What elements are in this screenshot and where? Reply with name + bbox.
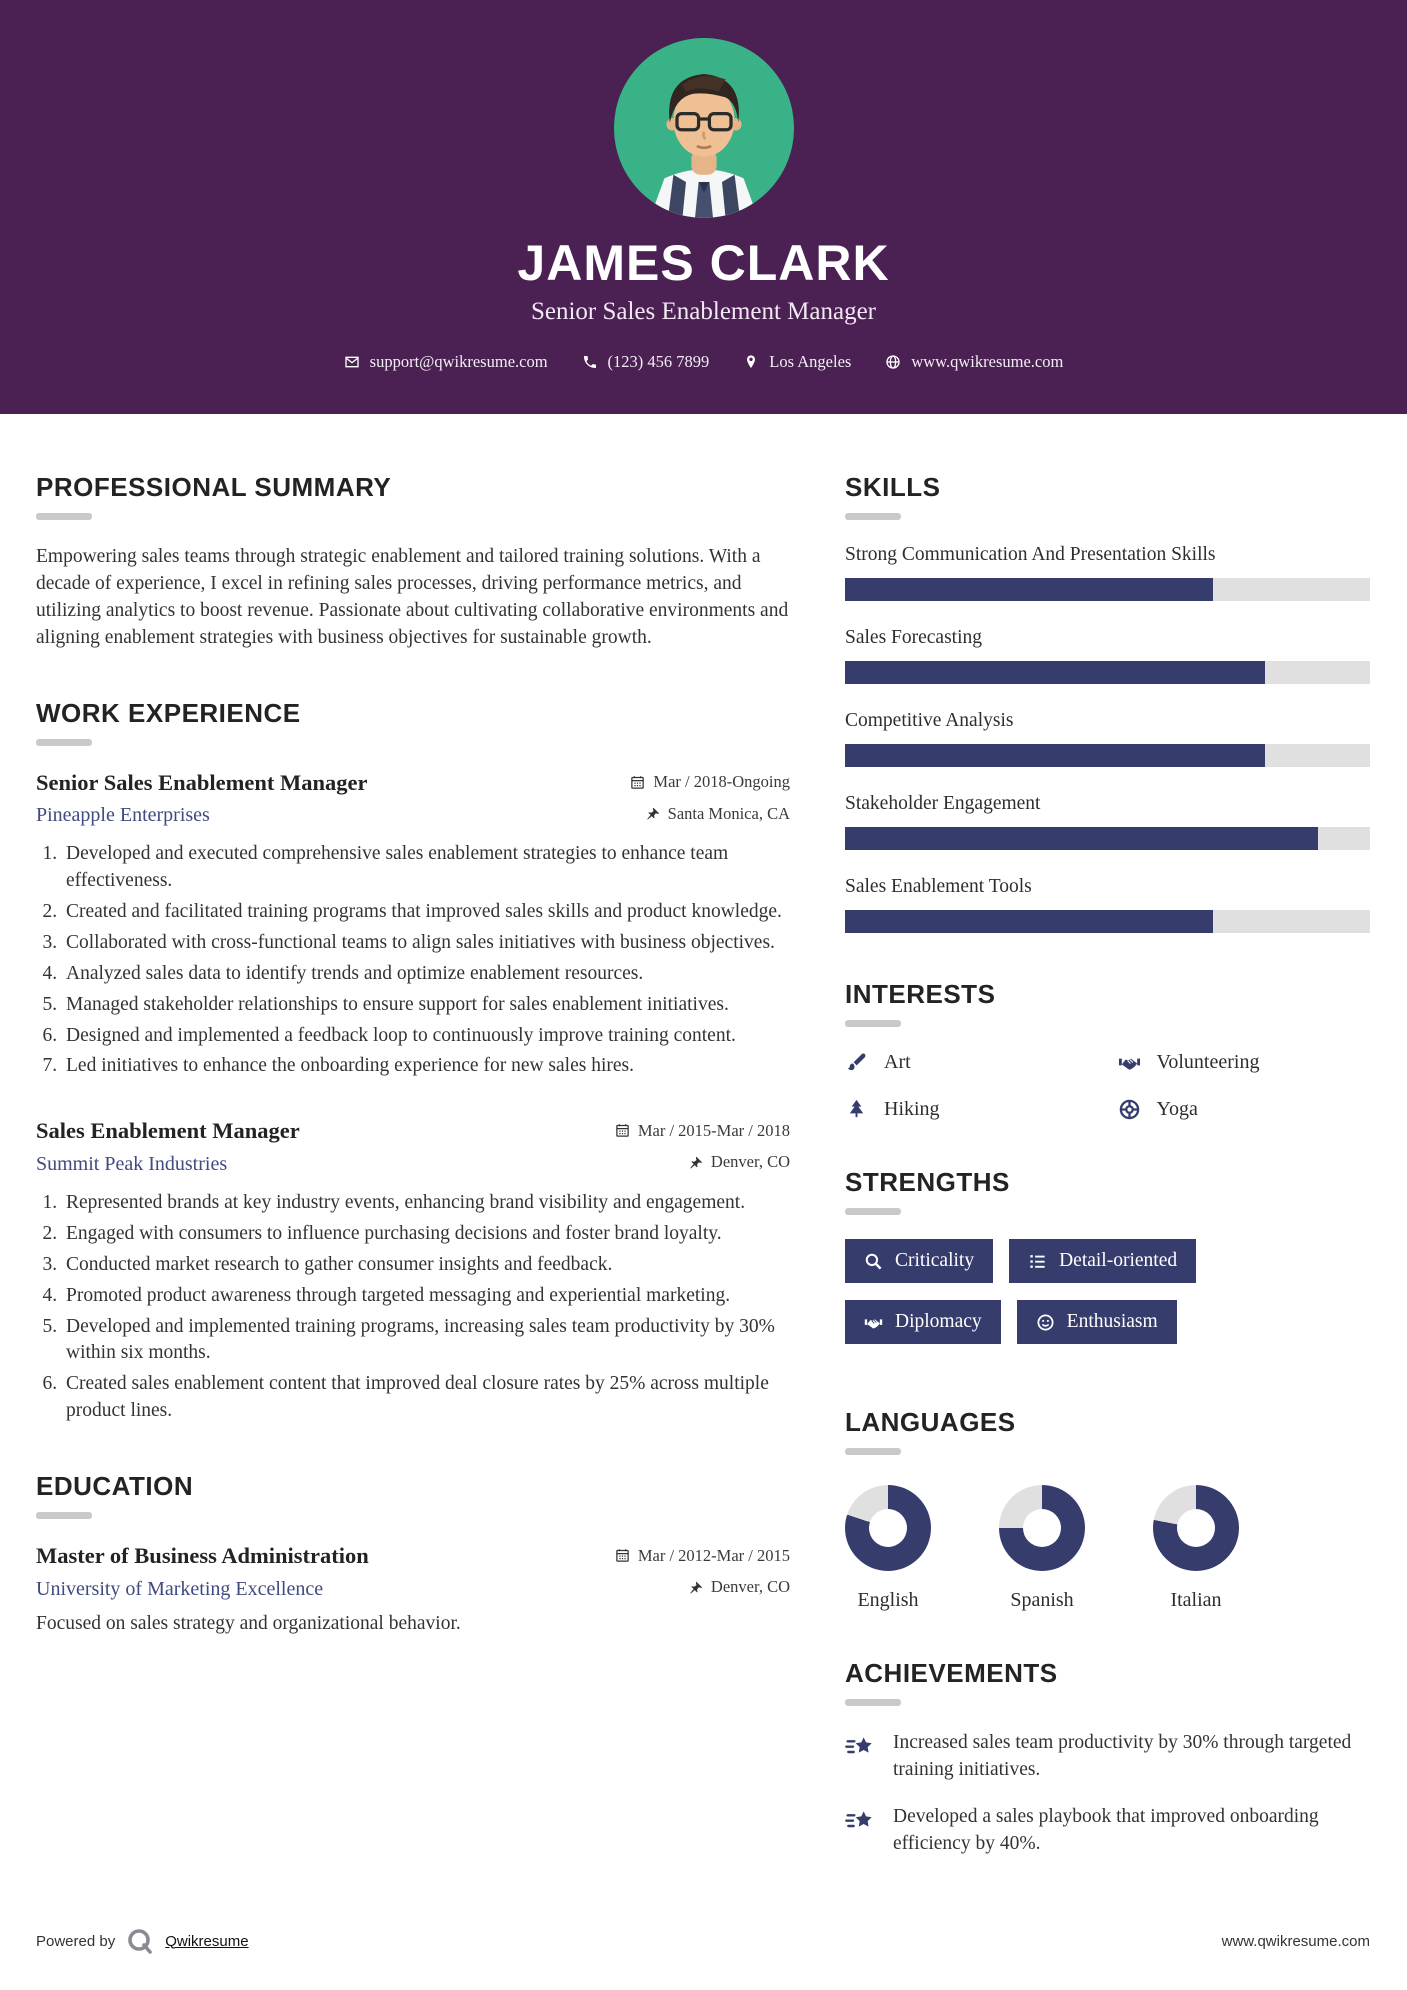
job-bullet: 1. Represented brands at key industry events, enhancing brand visibility and engagement. — [62, 1190, 790, 1217]
donut-hole — [1177, 1509, 1215, 1547]
interest-item — [845, 1098, 1098, 1121]
lifebuoy-icon — [1118, 1098, 1141, 1121]
heading-rule — [36, 1512, 92, 1519]
skill-bar-fill — [845, 661, 1265, 684]
job-bullet: 6. Created sales enablement content that improved deal closure rates by 25% across multiple product lines. — [62, 1371, 790, 1425]
handshake-icon — [864, 1313, 883, 1332]
summary-text: Empowering sales teams through strategic enablement and tailored training solutions. With a decade of experience, I excel in refining sales processes, driving performance metrics, and utilizing analytics to boost revenue. Passionate about cultivating collaborative environments and aligning enablement strategies with business objectives for sustainable growth. — [36, 546, 789, 648]
section-skills — [845, 472, 1370, 933]
section-education — [36, 1471, 790, 1635]
job-bullet-list — [36, 1190, 790, 1425]
job-entry — [36, 770, 790, 1081]
achievement-item — [845, 1730, 1370, 1784]
contact-row — [0, 352, 1407, 372]
person-name: JAMES CLARK — [517, 235, 890, 291]
skill-bar-fill — [845, 910, 1213, 933]
skill-bar-track — [845, 578, 1370, 601]
achievements-heading: ACHIEVEMENTS — [845, 1658, 1058, 1688]
job-bullet: 6. Designed and implemented a feedback loop to continuously improve training content. — [62, 1023, 790, 1050]
skill-bar-fill — [845, 827, 1318, 850]
heading-rule — [845, 513, 901, 520]
contact-phone[interactable] — [582, 352, 710, 372]
calendar-icon — [615, 1123, 630, 1138]
strength-badge — [1017, 1300, 1177, 1344]
smiley-icon — [1036, 1313, 1055, 1332]
languages-heading: LANGUAGES — [845, 1407, 1016, 1437]
achievement-text: Increased sales team productivity by 30% through targeted training initiatives. — [893, 1732, 1352, 1780]
calendar-icon — [630, 775, 645, 790]
skill-bar-fill — [845, 578, 1213, 601]
skill-item — [845, 710, 1370, 767]
qwikresume-link[interactable]: Qwikresume — [165, 1932, 249, 1950]
job-bullet: 2. Created and facilitated training programs that improved sales skills and product knowledge. — [62, 899, 790, 926]
education-heading: EDUCATION — [36, 1471, 194, 1502]
achievement-text: Developed a sales playbook that improved onboarding efficiency by 40%. — [893, 1805, 1319, 1854]
job-location: Santa Monica, CA — [667, 803, 790, 823]
education-school: University of Marketing Excellence — [36, 1577, 324, 1600]
skill-bar-track — [845, 910, 1370, 933]
contact-phone-text: (123) 456 7899 — [607, 352, 710, 371]
header — [0, 0, 1407, 414]
magnifier-icon — [864, 1252, 883, 1271]
language-label: Spanish — [1010, 1589, 1074, 1611]
pushpin-icon — [688, 1155, 703, 1170]
pine-tree-icon — [845, 1098, 868, 1121]
language-label: Italian — [1170, 1589, 1222, 1611]
job-bullet-list — [36, 841, 790, 1080]
phone-icon — [582, 354, 598, 370]
heading-rule — [845, 1020, 901, 1027]
language-label: English — [857, 1589, 919, 1611]
education-entry — [36, 1543, 790, 1635]
strength-label: Diplomacy — [895, 1311, 982, 1332]
contact-email-text: support@qwikresume.com — [369, 352, 548, 371]
language-item — [1153, 1485, 1239, 1612]
shooting-star-icon — [845, 1806, 877, 1838]
achievement-item — [845, 1804, 1370, 1858]
skill-bar-track — [845, 827, 1370, 850]
skill-item — [845, 627, 1370, 684]
shooting-star-icon — [845, 1732, 877, 1764]
education-location: Denver, CO — [710, 1577, 790, 1597]
calendar-icon — [615, 1548, 630, 1563]
summary-heading: PROFESSIONAL SUMMARY — [36, 472, 392, 502]
section-languages — [845, 1407, 1370, 1612]
job-bullet: 3. Collaborated with cross-functional teams to align sales initiatives with business objectives. — [62, 930, 790, 957]
skill-bar-track — [845, 661, 1370, 684]
qwikresume-logo-icon — [125, 1926, 155, 1956]
contact-website[interactable] — [885, 352, 1063, 372]
job-entry — [36, 1118, 790, 1425]
envelope-icon — [344, 354, 360, 370]
skill-label: Sales Enablement Tools — [845, 876, 1032, 897]
strength-label: Detail-oriented — [1059, 1250, 1178, 1271]
contact-location — [743, 352, 851, 372]
language-item — [999, 1485, 1085, 1612]
job-location: Denver, CO — [710, 1152, 790, 1172]
language-item — [845, 1485, 931, 1612]
skill-bar-fill — [845, 744, 1265, 767]
globe-icon — [885, 354, 901, 370]
education-description: Focused on sales strategy and organizational behavior. — [36, 1612, 461, 1634]
paintbrush-icon — [845, 1051, 868, 1074]
strength-label: Criticality — [895, 1250, 975, 1271]
job-title: Sales Enablement Manager — [36, 1118, 300, 1144]
footer — [0, 1926, 1407, 1956]
skill-label: Stakeholder Engagement — [845, 793, 1041, 814]
work-heading: WORK EXPERIENCE — [36, 697, 301, 728]
strength-label: Enthusiasm — [1066, 1311, 1158, 1332]
strength-badge — [845, 1239, 993, 1283]
job-bullet: 1. Developed and executed comprehensive sales enablement strategies to enhance team effectiveness. — [62, 841, 790, 895]
avatar — [614, 38, 794, 218]
job-bullet: 5. Developed and implemented training programs, increasing sales team productivity by 30% within six months. — [62, 1314, 790, 1368]
strength-badge — [845, 1300, 1001, 1344]
job-company: Pineapple Enterprises — [36, 804, 210, 827]
donut-hole — [1023, 1509, 1061, 1547]
avatar-illustration — [614, 38, 794, 218]
interest-label: Art — [884, 1051, 911, 1073]
skills-heading: SKILLS — [845, 472, 941, 502]
interest-item — [1118, 1098, 1371, 1121]
skill-bar-track — [845, 744, 1370, 767]
job-dates: Mar / 2015-Mar / 2018 — [637, 1120, 790, 1140]
interest-label: Yoga — [1156, 1098, 1198, 1120]
heading-rule — [845, 1699, 901, 1706]
strengths-heading: STRENGTHS — [845, 1167, 1010, 1197]
interest-item — [845, 1051, 1098, 1074]
job-bullet: 2. Engaged with consumers to influence purchasing decisions and foster brand loyalty. — [62, 1221, 790, 1248]
section-achievements — [845, 1658, 1370, 1858]
education-dates: Mar / 2012-Mar / 2015 — [637, 1545, 790, 1565]
skill-item — [845, 876, 1370, 933]
list-icon — [1028, 1252, 1047, 1271]
job-dates: Mar / 2018-Ongoing — [653, 772, 790, 792]
interests-heading: INTERESTS — [845, 979, 996, 1009]
skill-item — [845, 793, 1370, 850]
interest-label: Hiking — [884, 1098, 940, 1120]
skill-item — [845, 544, 1370, 601]
pushpin-icon — [645, 806, 660, 821]
contact-website-text: www.qwikresume.com — [911, 352, 1064, 371]
section-strengths — [845, 1167, 1370, 1361]
contact-location-text: Los Angeles — [769, 352, 852, 371]
job-bullet: 5. Managed stakeholder relationships to ensure support for sales enablement initiatives. — [62, 992, 790, 1019]
right-column — [845, 472, 1370, 1908]
strength-badge — [1009, 1239, 1196, 1283]
section-interests — [845, 979, 1370, 1121]
language-donut-chart — [999, 1485, 1085, 1571]
footer-website[interactable]: www.qwikresume.com — [1221, 1932, 1370, 1950]
handshake-icon — [1118, 1051, 1141, 1074]
skill-label: Sales Forecasting — [845, 627, 983, 648]
donut-hole — [869, 1509, 907, 1547]
interest-label: Volunteering — [1156, 1051, 1260, 1073]
person-title: Senior Sales Enablement Manager — [530, 298, 877, 325]
contact-email[interactable] — [344, 352, 548, 372]
interest-item — [1118, 1051, 1371, 1074]
job-company: Summit Peak Industries — [36, 1152, 228, 1175]
skill-label: Competitive Analysis — [845, 710, 1014, 731]
left-column — [36, 472, 790, 1908]
job-bullet: 4. Analyzed sales data to identify trends and optimize enablement resources. — [62, 961, 790, 988]
job-bullet: 7. Led initiatives to enhance the onboarding experience for new sales hires. — [62, 1053, 790, 1080]
pushpin-icon — [688, 1580, 703, 1595]
section-professional-summary — [36, 472, 790, 652]
job-title: Senior Sales Enablement Manager — [36, 769, 368, 795]
heading-rule — [36, 513, 92, 520]
heading-rule — [845, 1208, 901, 1215]
language-donut-chart — [1153, 1485, 1239, 1571]
powered-by-label: Powered by — [36, 1932, 116, 1950]
job-bullet: 3. Conducted market research to gather consumer insights and feedback. — [62, 1252, 790, 1279]
heading-rule — [845, 1448, 901, 1455]
skill-label: Strong Communication And Presentation Skills — [845, 544, 1216, 565]
heading-rule — [36, 739, 92, 746]
job-bullet: 4. Promoted product awareness through targeted messaging and experiential marketing. — [62, 1283, 790, 1310]
education-degree: Master of Business Administration — [36, 1543, 369, 1569]
language-donut-chart — [845, 1485, 931, 1571]
map-pin-icon — [743, 354, 759, 370]
content — [0, 414, 1407, 1908]
section-work-experience — [36, 698, 790, 1426]
